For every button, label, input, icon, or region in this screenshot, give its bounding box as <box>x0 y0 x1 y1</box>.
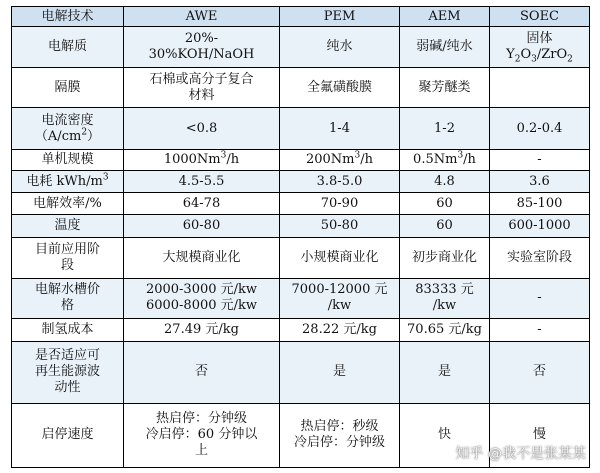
table-cell: 全氟磺酸膜 <box>280 67 400 108</box>
zhihu-watermark: 知乎 @我不是张某某 <box>455 446 586 462</box>
header-aem: AEM <box>400 7 490 27</box>
table-cell: 4.5-5.5 <box>124 171 280 192</box>
row-label: 制氢成本 <box>12 319 124 341</box>
header-awe: AWE <box>124 7 280 27</box>
table-cell: 实验室阶段 <box>490 237 590 278</box>
table-cell: 否 <box>124 341 280 403</box>
table-row <box>12 150 590 171</box>
table-cell: 石棉或高分子复合 材料 <box>124 67 280 108</box>
table-row <box>12 67 590 108</box>
table-row <box>12 403 590 467</box>
table-row <box>12 319 590 341</box>
table-cell: 1-4 <box>280 108 400 150</box>
row-label: 单机规模 <box>12 150 124 171</box>
table-cell: 83333 元 /kw <box>400 278 490 319</box>
table-cell: - <box>490 150 590 171</box>
table-cell: 1000Nm$^3$/h <box>124 150 280 171</box>
table-cell: 85-100 <box>490 192 590 214</box>
comparison-table <box>11 6 590 468</box>
table-cell: 是 <box>280 341 400 403</box>
table-cell: 是 <box>400 341 490 403</box>
table-cell: 200Nm$^3$/h <box>280 150 400 171</box>
table-cell: 3.8-5.0 <box>280 171 400 192</box>
table-row <box>12 237 590 278</box>
table-row <box>12 192 590 214</box>
table-cell: 60-80 <box>124 215 280 237</box>
table-cell: 600-1000 <box>490 215 590 237</box>
header-tech: 电解技术 <box>12 7 124 27</box>
table-cell: 28.22 元/kg <box>280 319 400 341</box>
row-label: 电解效率/% <box>12 192 124 214</box>
table-cell: 60 <box>400 192 490 214</box>
table-cell: 50-80 <box>280 215 400 237</box>
row-label: 目前应用阶 段 <box>12 237 124 278</box>
table-cell: 大规模商业化 <box>124 237 280 278</box>
row-label: 电流密度 $(A/cm^2)$ <box>12 108 124 150</box>
table-cell: 27.49 元/kg <box>124 319 280 341</box>
table-row <box>12 278 590 319</box>
row-label: 电解质 <box>12 27 124 68</box>
table-cell: 0.2-0.4 <box>490 108 590 150</box>
table-cell: 初步商业化 <box>400 237 490 278</box>
table-cell: 1-2 <box>400 108 490 150</box>
table-cell: 3.6 <box>490 171 590 192</box>
row-label: 启停速度 <box>12 403 124 467</box>
table-cell: 弱碱/纯水 <box>400 27 490 68</box>
table-row <box>12 215 590 237</box>
table-cell: 20%- 30%KOH/NaOH <box>124 27 280 68</box>
header-row <box>12 7 590 27</box>
table-cell <box>490 67 590 108</box>
table-cell: 70.65 元/kg <box>400 319 490 341</box>
table-cell: 否 <box>490 341 590 403</box>
row-label: 是否适应可 再生能源波 动性 <box>12 341 124 403</box>
table-cell: 固体 $Y_2O_3/ZrO_2$ <box>490 27 590 68</box>
table-row <box>12 108 590 150</box>
table-cell: - <box>490 278 590 319</box>
table-cell: 小规模商业化 <box>280 237 400 278</box>
row-label: 电耗 kWh/$m^3$ <box>12 171 124 192</box>
table-cell: 70-90 <box>280 192 400 214</box>
table-row <box>12 27 590 68</box>
table-cell: <0.8 <box>124 108 280 150</box>
row-label: 电解水槽价 格 <box>12 278 124 319</box>
table-cell: 纯水 <box>280 27 400 68</box>
table-cell: 0.5Nm$^3$/h <box>400 150 490 171</box>
table-cell: 热启停：秒级 冷启停：分钟级 <box>280 403 400 467</box>
header-soec: SOEC <box>490 7 590 27</box>
table-cell: 64-78 <box>124 192 280 214</box>
table-cell: 7000-12000 元 /kw <box>280 278 400 319</box>
table-cell: 4.8 <box>400 171 490 192</box>
header-pem: PEM <box>280 7 400 27</box>
table-cell: 热启停：分钟级 冷启停：60 分钟以 上 <box>124 403 280 467</box>
row-label: 温度 <box>12 215 124 237</box>
table-cell: 2000-3000 元/kw 6000-8000 元/kw <box>124 278 280 319</box>
table-cell: 聚芳醚类 <box>400 67 490 108</box>
table-cell: 60 <box>400 215 490 237</box>
row-label: 隔膜 <box>12 67 124 108</box>
table-cell: 慢 <box>490 403 590 467</box>
table-cell: 快 <box>400 403 490 467</box>
table-row <box>12 341 590 403</box>
table-row <box>12 171 590 192</box>
table-cell: - <box>490 319 590 341</box>
